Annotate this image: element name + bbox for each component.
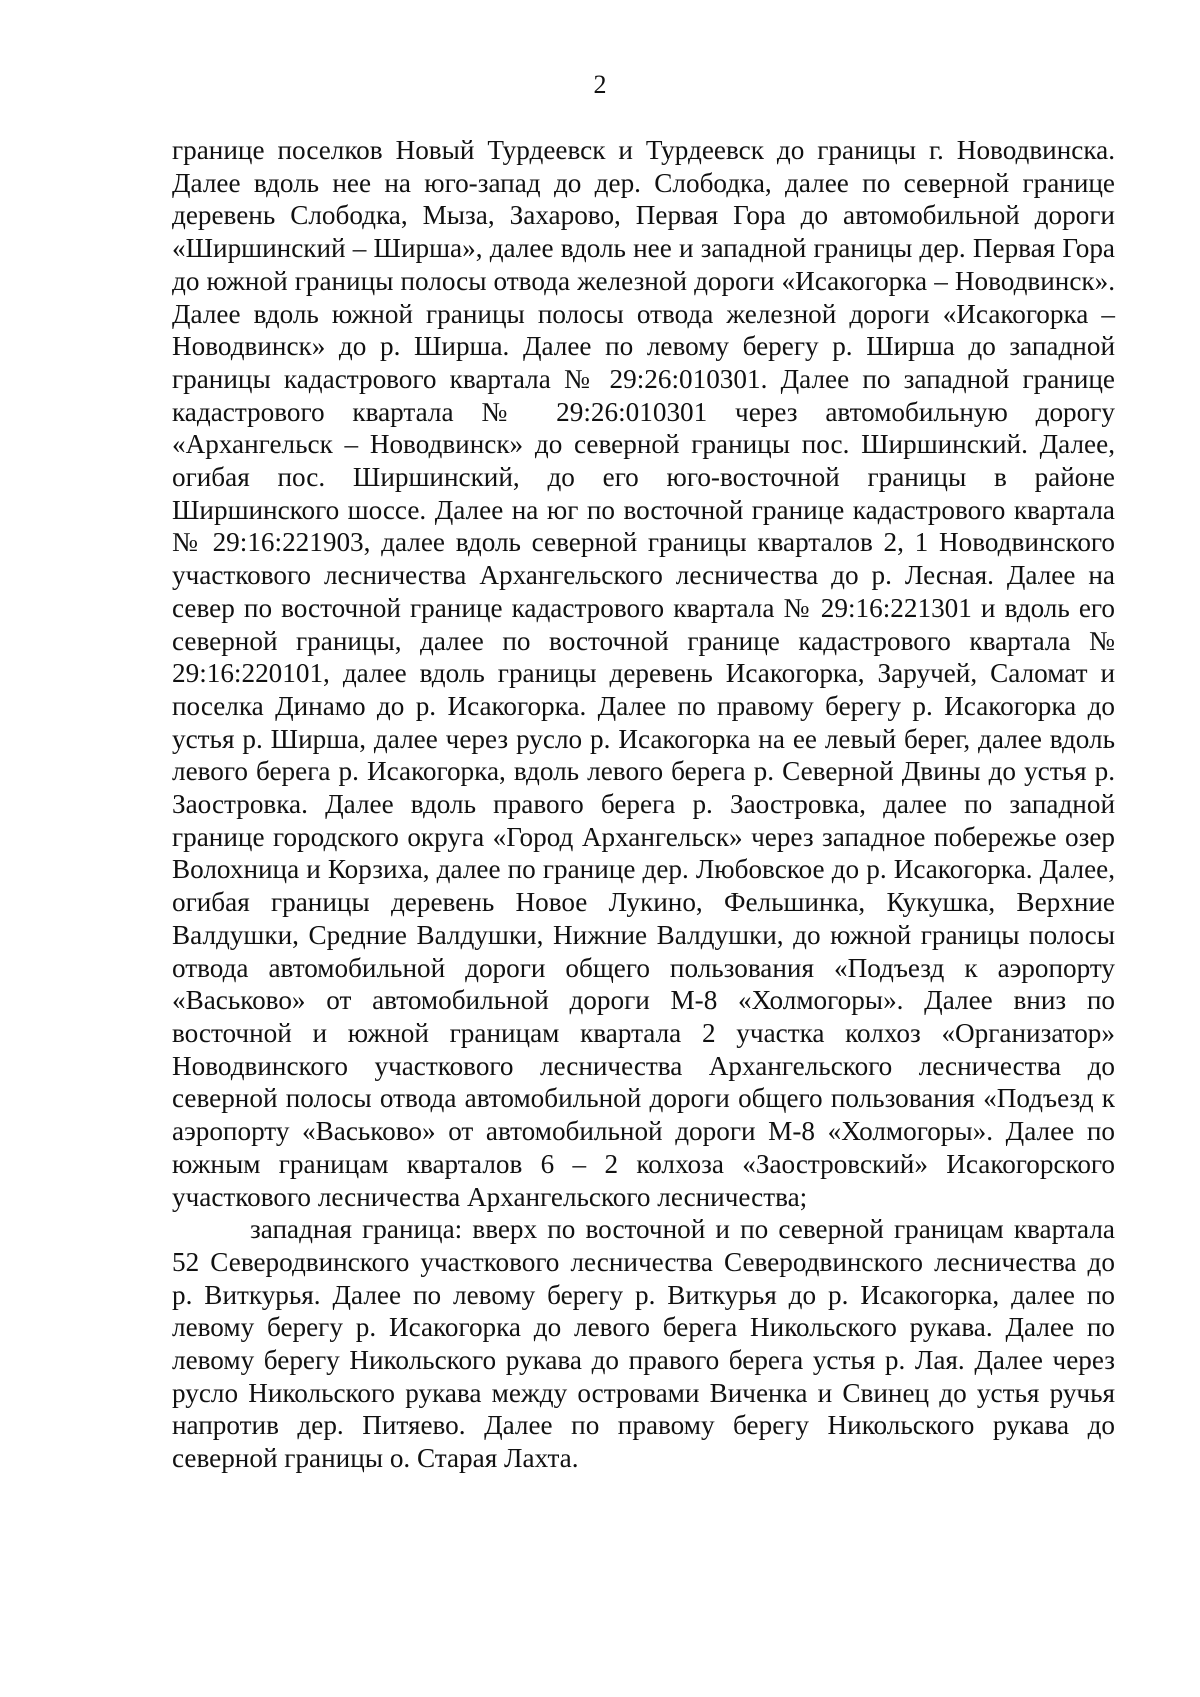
paragraph-eastern-southern-boundary-continued: границе поселков Новый Турдеевск и Турдеевск до границы г. Новодвинска. Далее вдоль нее на юго-запад до дер. Слободка, далее по северной границе деревень Слободка, Мыза, Захарово, Первая Гора до автомобильной дороги «Ширшинский – Ширша», далее вдоль нее и западной границы дер. Первая Гора до южной границы полосы отвода железной дороги «Исакогорка – Новодвинск». Далее вдоль южной границы полосы отвода железной дороги «Исакогорка – Новодвинск» до р. Ширша. Далее по левому берегу р. Ширша до западной границы кадастрового квартала № 29:26:010301. Далее по западной границе кадастрового квартала № 29:26:010301 через автомобильную дорогу «Архангельск – Новодвинск» до северной границы пос. Ширшинский. Далее, огибая пос. Ширшинский, до его юго-восточной границы в районе Ширшинского шоссе. Далее на юг по восточной границе кадастрового квартала № 29:16:221903, далее вдоль северной границы кварталов 2, 1 Новодвинского участкового лесничества Архангельского лесничества до р. Лесная. Далее на север по восточной границе кадастрового квартала № 29:16:221301 и вдоль его северной границы, далее по восточной границе кадастрового квартала № 29:16:220101, далее вдоль границы деревень Исакогорка, Заручей, Саломат и поселка Динамо до р. Исакогорка. Далее по правому берегу р. Исакогорка до устья р. Ширша, далее через русло р. Исакогорка на ее левый берег, далее вдоль левого берега р. Исакогорка, вдоль левого берега р. Северной Двины до устья р. Заостровка. Далее вдоль правого берега р. Заостровка, далее по западной границе городского округа «Город Архангельск» через западное побережье озер Волохница и Корзиха, далее по границе дер. Любовское до р. Исакогорка. Далее, огибая границы деревень Новое Лукино, Фельшинка, Кукушка, Верхние Валдушки, Средние Валдушки, Нижние Валдушки, до южной границы полосы отвода автомобильной дороги общего пользования «Подъезд к аэропорту «Васьково» от автомобильной дороги М-8 «Холмогоры». Далее вниз по восточной и южной границам квартала 2 участка колхоз «Организатор» Новодвинского участкового лесничества Архангельского лесничества до северной полосы отвода автомобильной дороги общего пользования «Подъезд к аэропорту «Васьково» от автомобильной дороги М-8 «Холмогоры». Далее по южным границам кварталов 6 – 2 колхоза «Заостровский» Исакогорского участкового лесничества Архангельского лесничества;: [172, 135, 1115, 1212]
paragraph-western-boundary: западная граница: вверх по восточной и по северной границам квартала 52 Северодвинского участкового лесничества Северодвинского лесничества до р. Виткурья. Далее по левому берегу р. Виткурья до р. Исакогорка, далее по левому берегу р. Исакогорка до левого берега Никольского рукава. Далее по левому берегу Никольского рукава до правого берега устья р. Лая. Далее через русло Никольского рукава между островами Виченка и Свинец до устья ручья напротив дер. Питяево. Далее по правому берегу Никольского рукава до северной границы о. Старая Лахта.: [172, 1214, 1115, 1474]
page-number: 2: [593, 70, 607, 99]
document-body: [172, 134, 1115, 1475]
